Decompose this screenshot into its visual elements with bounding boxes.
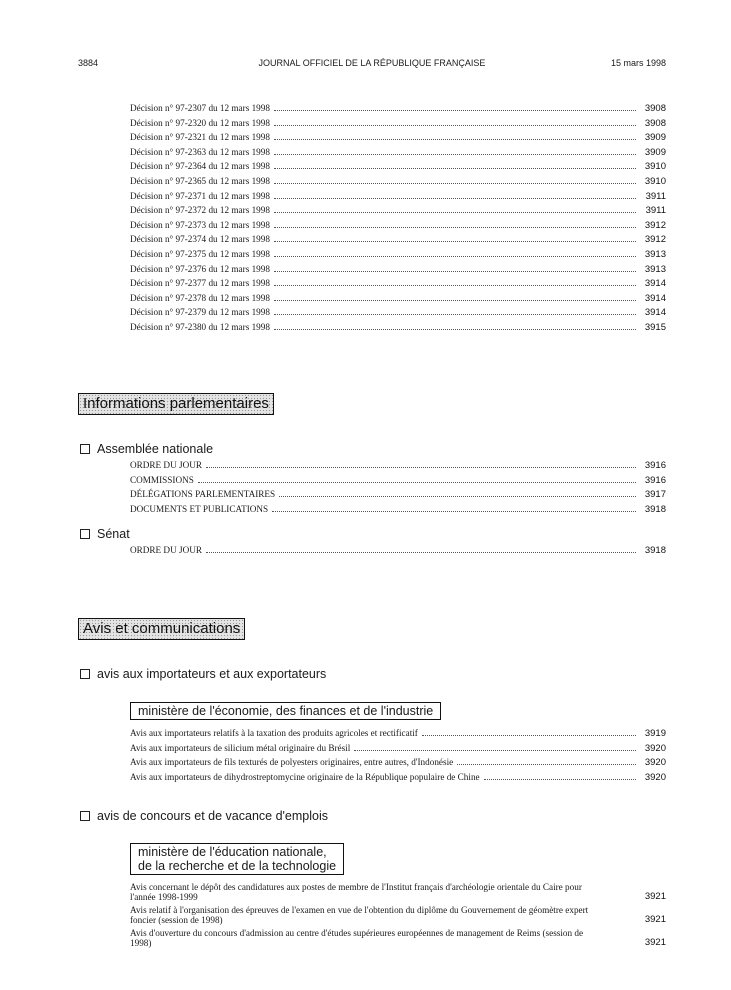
dot-leader <box>279 488 636 497</box>
dot-leader <box>484 771 636 780</box>
toc-row[interactable] <box>130 756 666 771</box>
toc-page: 3918 <box>644 503 666 515</box>
senat-list <box>130 544 666 559</box>
dot-leader <box>274 321 636 330</box>
journal-title: JOURNAL OFFICIEL DE LA RÉPUBLIQUE FRANÇAISE <box>258 58 486 68</box>
toc-row[interactable] <box>130 503 666 518</box>
section-title: Assemblée nationale <box>97 442 214 456</box>
toc-label: Décision n° 97-2307 du 12 mars 1998 <box>130 103 270 113</box>
toc-row[interactable] <box>130 160 666 175</box>
toc-page: 3919 <box>644 728 666 739</box>
dot-leader <box>354 742 636 751</box>
toc-label: DÉLÉGATIONS PARLEMENTAIRES <box>130 489 276 500</box>
dot-leader <box>274 190 636 199</box>
toc-row[interactable] <box>130 277 666 292</box>
dot-leader <box>274 292 636 301</box>
toc-label: Avis d'ouverture du concours d'admission au centre d'études supérieures européennes de management de Reims (session de 1998) <box>130 928 584 948</box>
toc-page: 3916 <box>644 474 666 486</box>
toc-page: 3917 <box>644 489 666 501</box>
toc-page: 3908 <box>644 103 666 114</box>
toc-label: Décision n° 97-2377 du 12 mars 1998 <box>130 278 270 289</box>
dot-leader <box>274 175 636 184</box>
toc-row[interactable] <box>130 175 666 190</box>
toc-label: Décision n° 97-2374 du 12 mars 1998 <box>130 234 270 245</box>
toc-page: 3909 <box>644 146 666 158</box>
toc-row[interactable] <box>130 102 666 117</box>
toc-page: 3913 <box>644 263 666 275</box>
toc-row[interactable] <box>130 928 666 948</box>
toc-page: 3913 <box>644 248 666 260</box>
toc-label: Avis relatif à l'organisation des épreuves de l'examen en vue de l'obtention du diplôme du Gouvernement de géomètre expert foncier (session de 1998) <box>130 905 589 925</box>
dot-leader <box>274 306 636 315</box>
section-title: Sénat <box>97 527 130 541</box>
toc-row[interactable] <box>130 292 666 307</box>
toc-row[interactable] <box>130 131 666 146</box>
toc-row[interactable] <box>130 233 666 248</box>
toc-row[interactable] <box>130 204 666 219</box>
dot-leader <box>206 544 636 553</box>
toc-label: Décision n° 97-2363 du 12 mars 1998 <box>130 146 270 157</box>
toc-page: 3912 <box>644 219 666 231</box>
toc-label: Décision n° 97-2320 du 12 mars 1998 <box>130 117 270 128</box>
toc-label: Avis aux importateurs relatifs à la taxation des produits agricoles et rectificatif <box>130 728 418 738</box>
toc-label: Décision n° 97-2379 du 12 mars 1998 <box>130 307 270 318</box>
dot-leader <box>274 117 636 126</box>
toc-row[interactable] <box>130 146 666 161</box>
toc-label: DOCUMENTS ET PUBLICATIONS <box>130 503 269 514</box>
dot-leader <box>198 474 636 483</box>
toc-label: Décision n° 97-2365 du 12 mars 1998 <box>130 175 270 186</box>
assemblee-list <box>130 459 666 517</box>
toc-page: 3911 <box>645 205 666 217</box>
section-importateurs <box>80 667 326 681</box>
toc-label: Décision n° 97-2375 du 12 mars 1998 <box>130 248 270 259</box>
toc-page: 3909 <box>644 132 666 144</box>
section-concours <box>80 809 328 823</box>
toc-row[interactable] <box>130 905 666 925</box>
dot-leader <box>274 277 636 286</box>
toc-page: 3914 <box>644 292 666 304</box>
ministry-line-2: de la recherche et de la technologie <box>138 859 337 873</box>
toc-page: 3920 <box>644 757 666 769</box>
toc-page: 3916 <box>644 460 666 471</box>
dot-leader <box>274 204 636 213</box>
dot-leader <box>274 233 636 242</box>
section-senat <box>80 527 130 541</box>
dot-leader <box>274 248 636 257</box>
toc-row[interactable] <box>130 742 666 757</box>
dot-leader <box>206 459 636 468</box>
toc-page: 3914 <box>644 307 666 319</box>
toc-row[interactable] <box>130 488 666 503</box>
checkbox-bullet-icon <box>80 444 90 454</box>
toc-page: 3920 <box>644 742 666 754</box>
section-assemblee-nationale <box>80 442 213 456</box>
toc-row[interactable] <box>130 321 666 336</box>
section-title: avis aux importateurs et aux exportateurs <box>97 667 327 681</box>
page-header <box>78 58 666 72</box>
toc-row[interactable] <box>130 459 666 474</box>
toc-label: Avis aux importateurs de silicium métal originaire du Brésil <box>130 742 351 753</box>
section-banner-parlementaires: Informations parlementaires <box>78 393 274 415</box>
toc-row[interactable] <box>130 190 666 205</box>
toc-label: ORDRE DU JOUR <box>130 545 202 555</box>
toc-label: Décision n° 97-2371 du 12 mars 1998 <box>130 190 270 201</box>
toc-row[interactable] <box>130 263 666 278</box>
dot-leader <box>274 146 636 155</box>
toc-row[interactable] <box>130 219 666 234</box>
toc-label: Décision n° 97-2380 du 12 mars 1998 <box>130 321 270 332</box>
toc-page: 3920 <box>644 771 666 783</box>
dot-leader <box>274 263 636 272</box>
section-title: avis de concours et de vacance d'emplois <box>97 809 328 823</box>
toc-label: Avis aux importateurs de fils texturés de polyesters originaires, entre autres, d'Indonésie <box>130 757 454 768</box>
toc-label: Décision n° 97-2321 du 12 mars 1998 <box>130 132 270 143</box>
toc-label: ORDRE DU JOUR <box>130 460 202 470</box>
toc-row[interactable] <box>130 306 666 321</box>
toc-page: 3921 <box>644 891 666 902</box>
toc-row[interactable] <box>130 771 666 786</box>
toc-row[interactable] <box>130 474 666 489</box>
ministry-line-1: ministère de l'éducation nationale, <box>138 845 327 859</box>
decisions-list <box>130 102 666 336</box>
toc-label: Avis aux importateurs de dihydrostreptomycine originaire de la République populaire de Chine <box>130 771 480 782</box>
toc-page: 3921 <box>644 937 666 948</box>
toc-label: COMMISSIONS <box>130 474 194 485</box>
toc-row[interactable] <box>130 248 666 263</box>
toc-page: 3910 <box>644 175 666 187</box>
toc-label: Décision n° 97-2373 du 12 mars 1998 <box>130 219 270 230</box>
toc-page: 3910 <box>644 161 666 173</box>
toc-page: 3908 <box>644 117 666 129</box>
page-number: 3884 <box>78 58 99 68</box>
dot-leader <box>422 727 636 736</box>
toc-label: Décision n° 97-2376 du 12 mars 1998 <box>130 263 270 274</box>
toc-row[interactable] <box>130 727 666 742</box>
toc-page: 3921 <box>644 914 666 925</box>
dot-leader <box>274 131 636 140</box>
toc-page: 3911 <box>645 190 666 202</box>
checkbox-bullet-icon <box>80 529 90 539</box>
dot-leader <box>274 219 636 228</box>
ministry-box-education <box>130 843 344 875</box>
section-banner-avis: Avis et communications <box>78 618 245 640</box>
checkbox-bullet-icon <box>80 811 90 821</box>
toc-row[interactable] <box>130 882 666 902</box>
toc-page: 3915 <box>644 321 666 333</box>
dot-leader <box>457 756 636 765</box>
issue-date: 15 mars 1998 <box>610 58 666 68</box>
toc-label: Décision n° 97-2378 du 12 mars 1998 <box>130 292 270 303</box>
toc-row[interactable] <box>130 117 666 132</box>
toc-label: Avis concernant le dépôt des candidatures aux postes de membre de l'Institut français d'archéologie orientale du Caire pour l'année 1998-1999 <box>130 882 582 902</box>
dot-leader <box>274 102 636 111</box>
toc-page: 3912 <box>644 234 666 246</box>
importateurs-list <box>130 727 666 785</box>
dot-leader <box>272 503 636 512</box>
toc-label: Décision n° 97-2364 du 12 mars 1998 <box>130 161 270 172</box>
toc-row[interactable] <box>130 544 666 559</box>
toc-page: 3918 <box>644 545 666 556</box>
dot-leader <box>274 160 636 169</box>
toc-label: Décision n° 97-2372 du 12 mars 1998 <box>130 205 270 216</box>
ministry-box-economie: ministère de l'économie, des finances et de l'industrie <box>130 702 441 720</box>
toc-page: 3914 <box>644 278 666 290</box>
concours-list <box>130 882 666 951</box>
checkbox-bullet-icon <box>80 669 90 679</box>
